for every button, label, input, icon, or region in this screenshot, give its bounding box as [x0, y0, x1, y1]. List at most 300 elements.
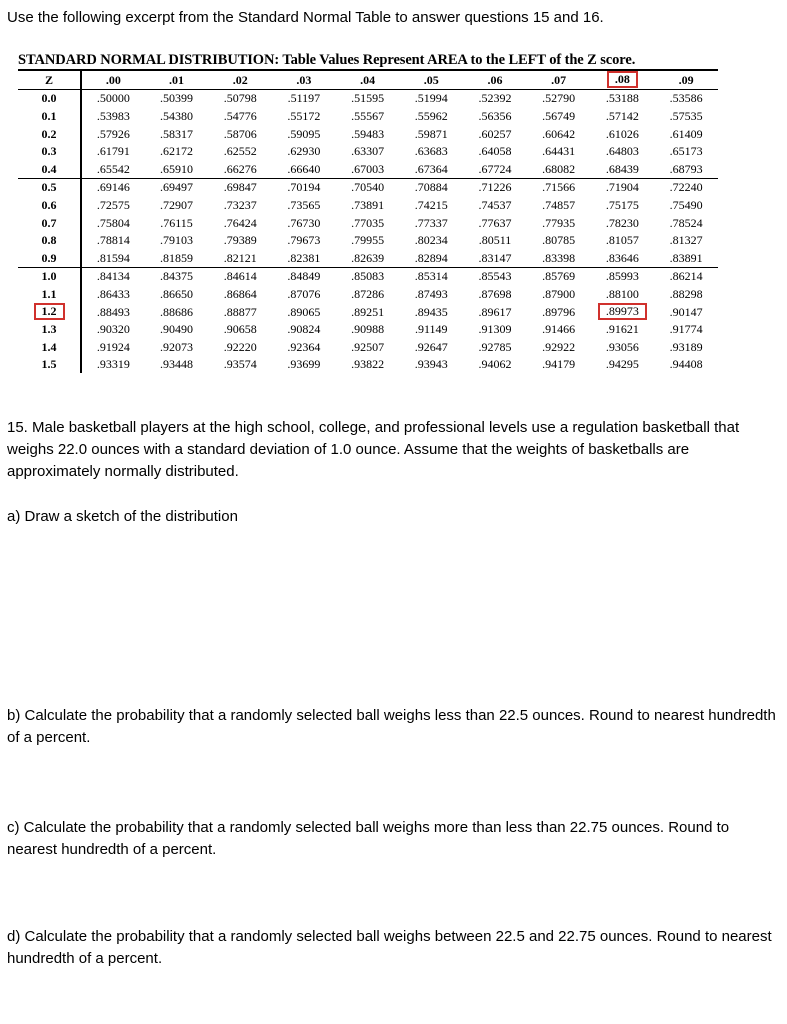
- cell-text: .92785: [478, 339, 512, 354]
- cell-text: .93699: [287, 357, 321, 372]
- table-cell: [527, 320, 591, 338]
- cell-text: 1.2: [34, 303, 65, 320]
- cell-text: .62552: [223, 144, 257, 159]
- table-cell: [145, 285, 209, 303]
- header-col: [272, 71, 336, 89]
- cell-text: .75490: [669, 197, 703, 212]
- cell-text: .84849: [287, 269, 321, 284]
- cell-text: .82121: [223, 250, 257, 265]
- table-cell: [336, 178, 400, 196]
- cell-text: .94062: [478, 357, 512, 372]
- table-cell: [208, 338, 272, 356]
- cell-text: .92507: [351, 339, 385, 354]
- table-row: [18, 160, 718, 178]
- cell-text: .88877: [223, 304, 257, 319]
- cell-text: .53586: [669, 91, 703, 106]
- cell-text: .90824: [287, 322, 321, 337]
- table-cell: [463, 303, 527, 321]
- cell-text: 0.1: [41, 108, 57, 123]
- cell-text: .69146: [96, 180, 130, 195]
- table-cell: [336, 249, 400, 267]
- cell-text: .78814: [96, 233, 130, 248]
- table-row: [18, 285, 718, 303]
- table-cell: [81, 142, 145, 160]
- table-cell: [145, 160, 209, 178]
- cell-text: .81859: [160, 250, 194, 265]
- standard-normal-table: [18, 52, 718, 373]
- table-cell: [591, 320, 655, 338]
- table-cell: [399, 125, 463, 143]
- table-cell: [272, 231, 336, 249]
- table-cell: [527, 356, 591, 374]
- cell-text: .84614: [223, 269, 257, 284]
- cell-text: .76730: [287, 215, 321, 230]
- cell-text: .81327: [669, 233, 703, 248]
- table-cell: [463, 267, 527, 285]
- table-cell: [208, 285, 272, 303]
- table-cell: [591, 178, 655, 196]
- table-cell: [336, 267, 400, 285]
- z-table: [18, 71, 718, 373]
- row-z-value: [18, 320, 81, 338]
- cell-text: .91309: [478, 322, 512, 337]
- row-z-value: [18, 267, 81, 285]
- table-cell: [272, 89, 336, 107]
- cell-text: 0.3: [41, 144, 57, 159]
- table-cell: [654, 338, 718, 356]
- table-cell: [654, 142, 718, 160]
- cell-text: .69497: [160, 180, 194, 195]
- table-cell: [145, 303, 209, 321]
- cell-text: .84375: [160, 269, 194, 284]
- table-cell: [208, 160, 272, 178]
- cell-text: .89973: [598, 303, 647, 320]
- table-row: [18, 231, 718, 249]
- cell-text: .76424: [223, 215, 257, 230]
- table-cell: [463, 142, 527, 160]
- table-cell: [591, 267, 655, 285]
- row-z-value: [18, 125, 81, 143]
- table-row: [18, 249, 718, 267]
- cell-text: .71226: [478, 180, 512, 195]
- table-cell: [272, 320, 336, 338]
- cell-text: .58706: [223, 126, 257, 141]
- row-z-value: [18, 160, 81, 178]
- cell-text: .82639: [351, 250, 385, 265]
- cell-text: .79955: [351, 233, 385, 248]
- table-cell: [591, 303, 655, 321]
- table-cell: [272, 125, 336, 143]
- cell-text: .61791: [96, 144, 130, 159]
- table-cell: [145, 196, 209, 214]
- cell-text: .59483: [351, 126, 385, 141]
- table-cell: [654, 125, 718, 143]
- table-cell: [591, 107, 655, 125]
- table-row: [18, 196, 718, 214]
- table-cell: [208, 231, 272, 249]
- table-cell: [591, 338, 655, 356]
- cell-text: .91149: [415, 322, 448, 337]
- cell-text: .87493: [414, 286, 448, 301]
- table-cell: [399, 356, 463, 374]
- cell-text: .80785: [542, 233, 576, 248]
- row-z-value: [18, 142, 81, 160]
- cell-text: .61026: [605, 126, 639, 141]
- table-cell: [399, 267, 463, 285]
- cell-text: .72575: [96, 197, 130, 212]
- cell-text: .72240: [669, 180, 703, 195]
- cell-text: .64431: [542, 144, 576, 159]
- table-cell: [399, 196, 463, 214]
- table-cell: [399, 178, 463, 196]
- table-cell: [591, 160, 655, 178]
- table-cell: [654, 196, 718, 214]
- table-cell: [463, 125, 527, 143]
- cell-text: .50000: [96, 91, 130, 106]
- cell-text: .83891: [669, 250, 703, 265]
- table-cell: [145, 125, 209, 143]
- cell-text: .77935: [542, 215, 576, 230]
- cell-text: .58317: [160, 126, 194, 141]
- header-label: Z: [44, 72, 53, 87]
- table-cell: [336, 320, 400, 338]
- table-cell: [336, 303, 400, 321]
- table-cell: [208, 107, 272, 125]
- table-cell: [272, 107, 336, 125]
- cell-text: .68793: [669, 161, 703, 176]
- table-cell: [145, 320, 209, 338]
- cell-text: .89251: [351, 304, 385, 319]
- cell-text: .87286: [351, 286, 385, 301]
- table-cell: [336, 160, 400, 178]
- table-cell: [336, 285, 400, 303]
- table-cell: [272, 196, 336, 214]
- cell-text: .77035: [351, 215, 385, 230]
- table-cell: [463, 338, 527, 356]
- cell-text: .72907: [160, 197, 194, 212]
- table-cell: [81, 285, 145, 303]
- table-cell: [463, 320, 527, 338]
- cell-text: .79673: [287, 233, 321, 248]
- cell-text: .93189: [669, 339, 703, 354]
- cell-text: .50798: [223, 91, 257, 106]
- table-row: [18, 142, 718, 160]
- cell-text: .62930: [287, 144, 321, 159]
- cell-text: .53188: [605, 91, 639, 106]
- cell-text: .69847: [223, 180, 257, 195]
- table-cell: [336, 196, 400, 214]
- table-cell: [208, 267, 272, 285]
- cell-text: .81057: [605, 233, 639, 248]
- cell-text: .77637: [478, 215, 512, 230]
- table-cell: [463, 231, 527, 249]
- header-label: .02: [232, 72, 248, 87]
- cell-text: .90320: [96, 322, 130, 337]
- cell-text: .91621: [605, 322, 639, 337]
- cell-text: .93574: [223, 357, 257, 372]
- cell-text: .87698: [478, 286, 512, 301]
- cell-text: .82381: [287, 250, 321, 265]
- cell-text: .88100: [605, 286, 639, 301]
- table-cell: [527, 231, 591, 249]
- row-z-value: [18, 356, 81, 374]
- cell-text: .57142: [605, 108, 639, 123]
- table-cell: [81, 214, 145, 232]
- cell-text: .93056: [605, 339, 639, 354]
- cell-text: .94408: [669, 357, 703, 372]
- cell-text: .56749: [542, 108, 576, 123]
- cell-text: 1.4: [41, 339, 57, 354]
- cell-text: .57535: [669, 108, 703, 123]
- table-cell: [527, 89, 591, 107]
- cell-text: .80234: [414, 233, 448, 248]
- cell-text: .86650: [160, 286, 194, 301]
- table-cell: [463, 160, 527, 178]
- table-cell: [399, 89, 463, 107]
- table-cell: [527, 160, 591, 178]
- table-cell: [272, 249, 336, 267]
- cell-text: .75175: [605, 197, 639, 212]
- table-cell: [81, 267, 145, 285]
- row-z-value: [18, 231, 81, 249]
- table-cell: [145, 142, 209, 160]
- table-cell: [336, 107, 400, 125]
- table-cell: [272, 142, 336, 160]
- cell-text: 0.6: [41, 197, 57, 212]
- table-row: [18, 338, 718, 356]
- cell-text: .86433: [96, 286, 130, 301]
- header-col: [654, 71, 718, 89]
- cell-text: .89065: [287, 304, 321, 319]
- cell-text: .70884: [414, 180, 448, 195]
- table-cell: [654, 231, 718, 249]
- table-cell: [463, 89, 527, 107]
- header-label: .09: [678, 72, 694, 87]
- cell-text: 0.0: [41, 91, 57, 106]
- cell-text: .73237: [223, 197, 257, 212]
- table-cell: [145, 178, 209, 196]
- cell-text: .90988: [351, 322, 385, 337]
- table-cell: [145, 231, 209, 249]
- cell-text: .52790: [542, 91, 576, 106]
- table-cell: [591, 249, 655, 267]
- header-col: [81, 71, 145, 89]
- cell-text: .54776: [223, 108, 257, 123]
- cell-text: .68439: [605, 161, 639, 176]
- table-cell: [654, 160, 718, 178]
- cell-text: .92364: [287, 339, 321, 354]
- cell-text: .77337: [414, 215, 448, 230]
- table-cell: [527, 214, 591, 232]
- cell-text: .85543: [478, 269, 512, 284]
- cell-text: .91924: [96, 339, 130, 354]
- cell-text: .83646: [605, 250, 639, 265]
- table-cell: [272, 178, 336, 196]
- table-header-row: [18, 71, 718, 89]
- table-cell: [654, 249, 718, 267]
- header-col: [336, 71, 400, 89]
- table-cell: [399, 214, 463, 232]
- cell-text: .87076: [287, 286, 321, 301]
- table-cell: [654, 89, 718, 107]
- table-cell: [336, 231, 400, 249]
- table-title: STANDARD NORMAL DISTRIBUTION: Table Values Represent AREA to the LEFT of the Z score.: [18, 52, 718, 71]
- table-cell: [527, 178, 591, 196]
- table-cell: [272, 214, 336, 232]
- cell-text: .74215: [414, 197, 448, 212]
- header-label: .06: [487, 72, 503, 87]
- table-cell: [527, 285, 591, 303]
- cell-text: .85083: [351, 269, 385, 284]
- cell-text: .92647: [414, 339, 448, 354]
- table-row: [18, 267, 718, 285]
- header-col: [591, 71, 655, 89]
- cell-text: .87900: [542, 286, 576, 301]
- table-cell: [591, 125, 655, 143]
- table-cell: [272, 267, 336, 285]
- cell-text: .78524: [669, 215, 703, 230]
- header-z: [18, 71, 81, 89]
- cell-text: .88298: [669, 286, 703, 301]
- table-cell: [654, 267, 718, 285]
- table-cell: [463, 196, 527, 214]
- table-cell: [399, 160, 463, 178]
- cell-text: .75804: [96, 215, 130, 230]
- table-row: [18, 214, 718, 232]
- table-cell: [145, 267, 209, 285]
- cell-text: .70194: [287, 180, 321, 195]
- table-cell: [336, 214, 400, 232]
- table-cell: [591, 356, 655, 374]
- cell-text: .61409: [669, 126, 703, 141]
- cell-text: .71904: [605, 180, 639, 195]
- cell-text: .60257: [478, 126, 512, 141]
- header-col: [145, 71, 209, 89]
- cell-text: .83147: [478, 250, 512, 265]
- table-cell: [145, 89, 209, 107]
- cell-text: .56356: [478, 108, 512, 123]
- table-cell: [145, 214, 209, 232]
- cell-text: .93319: [96, 357, 130, 372]
- cell-text: .93943: [414, 357, 448, 372]
- cell-text: .76115: [160, 215, 193, 230]
- cell-text: .60642: [542, 126, 576, 141]
- table-cell: [145, 356, 209, 374]
- cell-text: .53983: [96, 108, 130, 123]
- table-cell: [208, 356, 272, 374]
- cell-text: .74537: [478, 197, 512, 212]
- table-cell: [654, 303, 718, 321]
- cell-text: .73891: [351, 197, 385, 212]
- table-cell: [399, 231, 463, 249]
- cell-text: 0.9: [41, 250, 57, 265]
- header-label: .07: [551, 72, 567, 87]
- cell-text: .55962: [414, 108, 448, 123]
- cell-text: .63683: [414, 144, 448, 159]
- table-row: [18, 178, 718, 196]
- header-label: .03: [296, 72, 312, 87]
- table-cell: [399, 303, 463, 321]
- table-cell: [654, 320, 718, 338]
- table-cell: [654, 178, 718, 196]
- table-cell: [463, 107, 527, 125]
- table-cell: [463, 249, 527, 267]
- cell-text: .94295: [605, 357, 639, 372]
- cell-text: 0.2: [41, 126, 57, 141]
- table-cell: [81, 320, 145, 338]
- table-cell: [81, 249, 145, 267]
- cell-text: .90658: [223, 322, 257, 337]
- table-cell: [527, 107, 591, 125]
- table-cell: [145, 338, 209, 356]
- table-cell: [208, 303, 272, 321]
- row-z-value: [18, 178, 81, 196]
- table-cell: [527, 303, 591, 321]
- header-label: .04: [360, 72, 376, 87]
- cell-text: .81594: [96, 250, 130, 265]
- table-cell: [208, 178, 272, 196]
- table-cell: [81, 231, 145, 249]
- table-cell: [463, 214, 527, 232]
- cell-text: .51994: [414, 91, 448, 106]
- cell-text: .51197: [287, 91, 321, 106]
- table-cell: [336, 142, 400, 160]
- table-row: [18, 89, 718, 107]
- cell-text: .74857: [542, 197, 576, 212]
- cell-text: .57926: [96, 126, 130, 141]
- cell-text: .68082: [542, 161, 576, 176]
- table-cell: [527, 196, 591, 214]
- cell-text: .59095: [287, 126, 321, 141]
- table-cell: [272, 285, 336, 303]
- table-cell: [527, 249, 591, 267]
- cell-text: 0.7: [41, 215, 57, 230]
- table-cell: [81, 125, 145, 143]
- table-cell: [463, 285, 527, 303]
- table-cell: [399, 285, 463, 303]
- row-z-value: [18, 214, 81, 232]
- cell-text: 0.4: [41, 161, 57, 176]
- cell-text: 1.5: [41, 357, 57, 372]
- table-cell: [591, 214, 655, 232]
- cell-text: .65542: [96, 161, 130, 176]
- cell-text: .55172: [287, 108, 321, 123]
- cell-text: .84134: [96, 269, 130, 284]
- cell-text: .73565: [287, 197, 321, 212]
- table-cell: [591, 89, 655, 107]
- cell-text: .89617: [478, 304, 512, 319]
- cell-text: .91774: [669, 322, 703, 337]
- cell-text: .88686: [160, 304, 194, 319]
- cell-text: .67364: [414, 161, 448, 176]
- table-cell: [654, 107, 718, 125]
- table-cell: [399, 142, 463, 160]
- header-label: .01: [169, 72, 185, 87]
- cell-text: .86214: [669, 269, 703, 284]
- table-cell: [208, 196, 272, 214]
- table-cell: [399, 107, 463, 125]
- table-cell: [336, 125, 400, 143]
- table-cell: [208, 214, 272, 232]
- table-cell: [272, 303, 336, 321]
- header-col: [208, 71, 272, 89]
- table-cell: [208, 89, 272, 107]
- table-cell: [591, 231, 655, 249]
- table-cell: [527, 125, 591, 143]
- cell-text: .91466: [542, 322, 576, 337]
- question-15: 15. Male basketball players at the high school, college, and professional levels use a regulation basketball that weighs 22.0 ounces with a standard deviation of 1.0 ounce. Assume that the weights of basketballs are approximately normally distributed.: [7, 419, 740, 480]
- question-15c: c) Calculate the probability that a randomly selected ball weighs more than less than 22.75 ounces. Round to nearest hundredth of a percent.: [7, 819, 730, 858]
